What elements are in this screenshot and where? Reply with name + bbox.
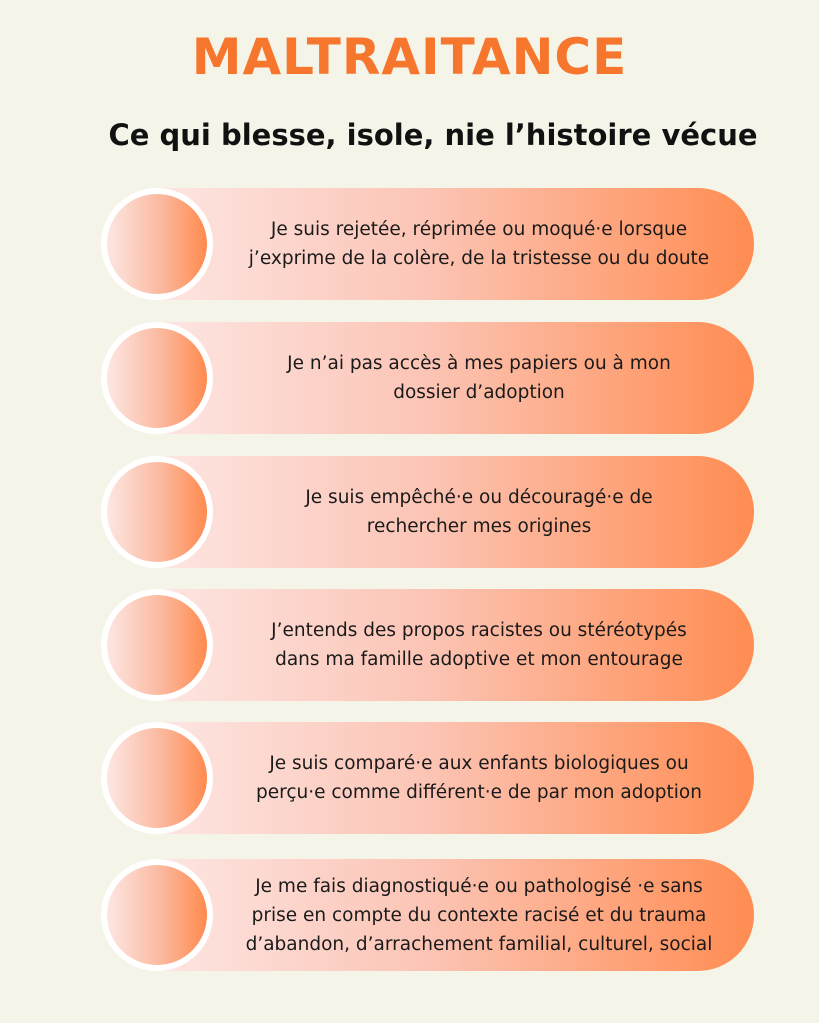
list-item-text: Je suis rejetée, réprimée ou moqué·e lorsque j’exprime de la colère, de la tristesse ou du doute <box>248 219 710 269</box>
list-item-bullet-circle <box>101 322 213 434</box>
list-item <box>152 859 754 971</box>
page-title: MALTRAITANCE <box>191 28 628 86</box>
list-item-bullet-circle <box>101 722 213 834</box>
list-item <box>152 322 754 434</box>
page-subtitle: Ce qui blesse, isole, nie l’histoire vécue <box>108 118 758 152</box>
list-item <box>152 188 754 300</box>
list-item-text: J’entends des propos racistes ou stéréotypés dans ma famille adoptive et mon entourage <box>271 620 687 670</box>
list-item-text: Je suis empêché·e ou découragé·e de rechercher mes origines <box>305 487 653 537</box>
list-item-bullet-circle <box>101 859 213 971</box>
list-item <box>152 456 754 568</box>
list-item <box>152 722 754 834</box>
list-item-bullet-circle <box>101 188 213 300</box>
list-item-bullet-circle <box>101 589 213 701</box>
list-item-text: Je me fais diagnostiqué·e ou pathologisé ·e sans prise en compte du contexte racisé et du trauma d’abandon, d’arrachement familial, culturel, social <box>245 875 713 955</box>
list-item <box>152 589 754 701</box>
list-item-text: Je n’ai pas accès à mes papiers ou à mon dossier d’adoption <box>287 353 671 403</box>
list-item-bullet-circle <box>101 456 213 568</box>
list-item-text: Je suis comparé·e aux enfants biologiques ou perçu·e comme différent·e de par mon adoption <box>256 753 702 803</box>
